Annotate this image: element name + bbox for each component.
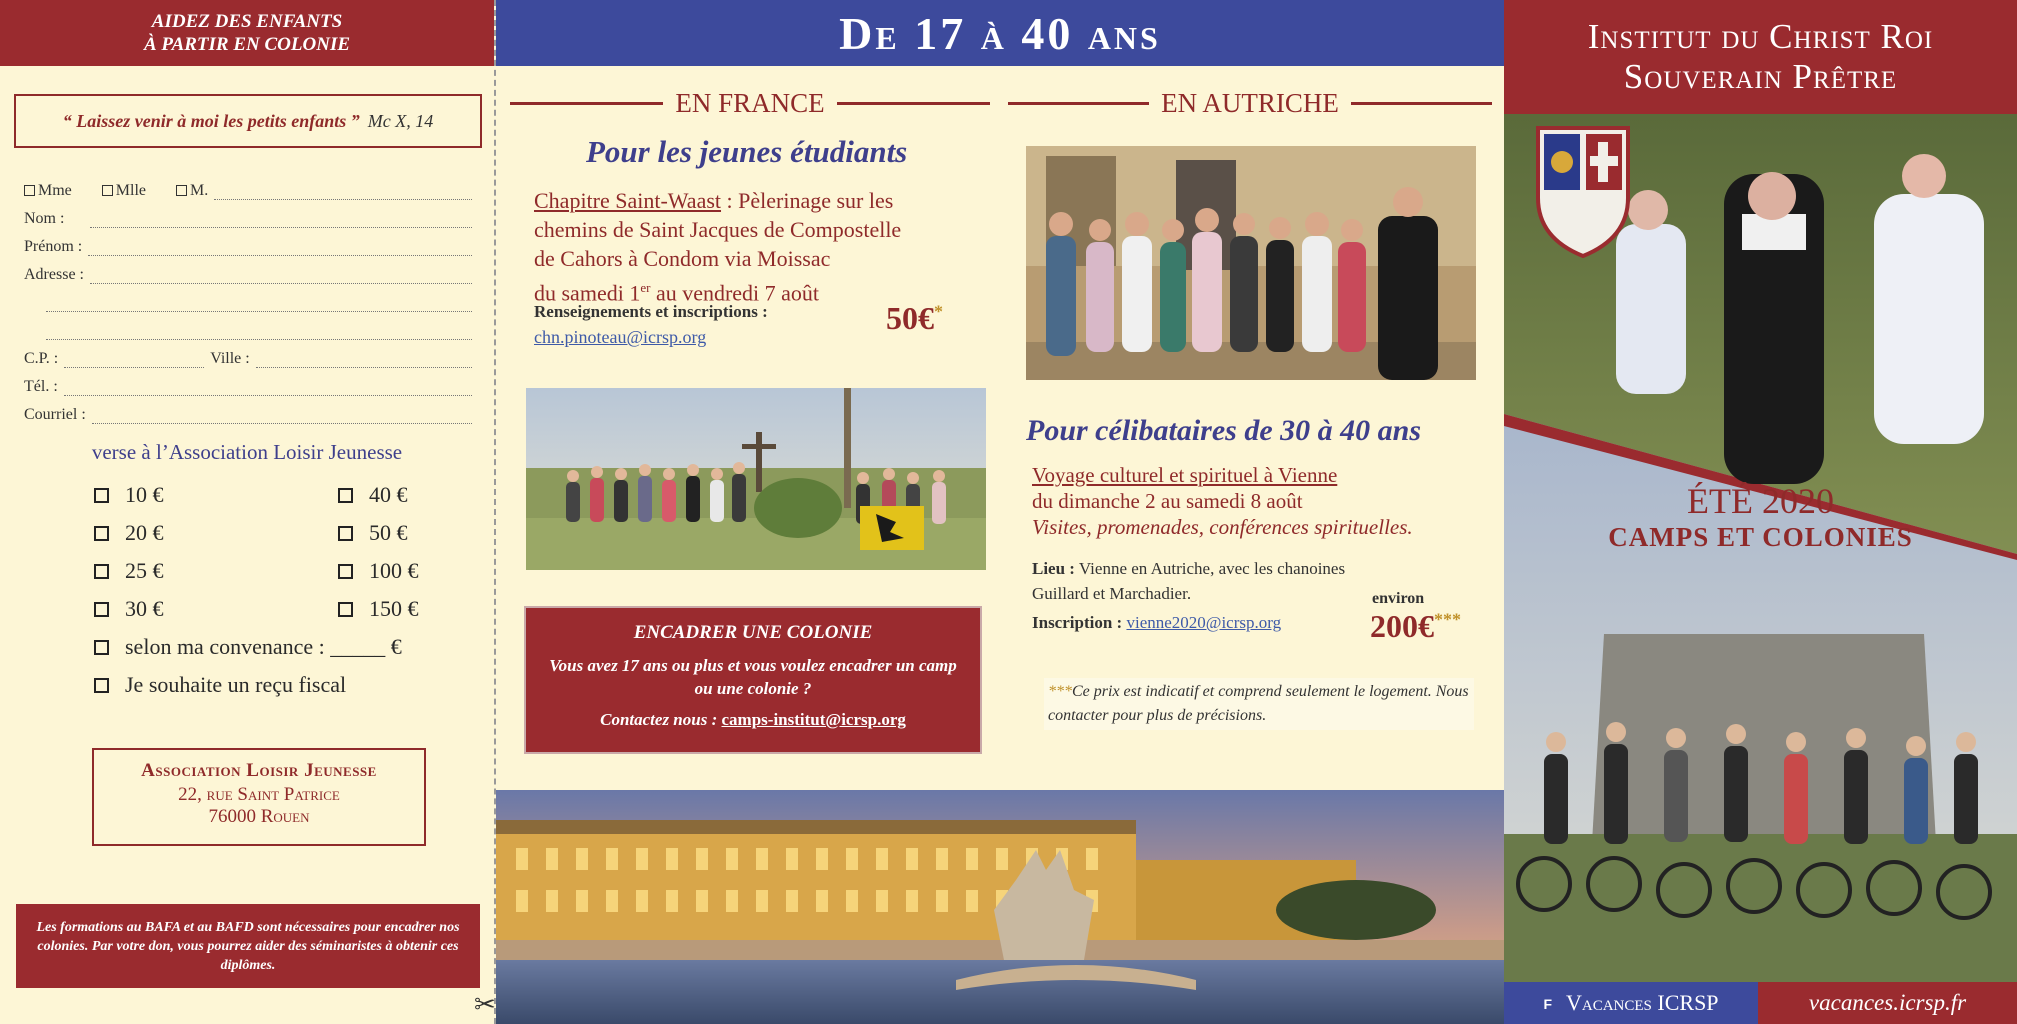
- france-email-link[interactable]: chn.pinoteau@icrsp.org: [534, 327, 707, 347]
- association-name: Association Loisir Jeunesse: [141, 760, 377, 781]
- scissors-icon: ✂: [474, 990, 496, 1019]
- facebook-label: Vacances ICRSP: [1566, 990, 1719, 1015]
- tel-row: [24, 368, 472, 396]
- checkbox-icon: [94, 602, 109, 617]
- nom-row: [24, 200, 472, 228]
- france-event: Chapitre Saint-Waast : Pèlerinage sur les chemins de Saint Jacques de Compostelle de Cahors à Condom via Moissac du samedi 1er au vendredi 7 août: [534, 186, 974, 307]
- adresse-row: [24, 256, 472, 284]
- encadrer-email-link[interactable]: camps-institut@icrsp.org: [721, 710, 906, 729]
- schonbrunn-palace-photo: [496, 790, 1504, 1024]
- summer-title: [1504, 480, 2017, 553]
- nom-label: Nom :: [24, 210, 65, 227]
- trip-dates: du dimanche 2 au samedi 8 août: [1032, 489, 1303, 513]
- association-street: 22, rue Saint Patrice: [178, 784, 340, 805]
- trip-title: Voyage culturel et spirituel à Vienne: [1032, 463, 1338, 487]
- recu-fiscal-option[interactable]: Je souhaite un reçu fiscal: [94, 672, 346, 698]
- bafa-note: Les formations au BAFA et au BAFD sont nécessaires pour encadrer nos colonies. Par votre don, vous pourrez aider des séminaristes à obtenir ces diplômes.: [16, 904, 480, 988]
- divider: [837, 102, 990, 105]
- france-price: 50€*: [886, 300, 943, 336]
- amount-option[interactable]: 40 €: [338, 482, 408, 508]
- encadrer-colonie-box: [524, 606, 982, 754]
- austria-price: 200€***: [1370, 608, 1461, 644]
- checkbox-icon: [94, 640, 109, 655]
- checkbox-icon: [338, 602, 353, 617]
- austria-subtitle: Pour célibataires de 30 à 40 ans: [1026, 414, 1421, 447]
- courriel-field[interactable]: [92, 406, 472, 424]
- courriel-row: [24, 396, 472, 424]
- amount-option[interactable]: 150 €: [338, 596, 419, 622]
- civility-row: [24, 172, 472, 200]
- cover-panel: [1504, 0, 2017, 1024]
- tel-label: Tél. :: [24, 378, 58, 395]
- france-subtitle: Pour les jeunes étudiants: [586, 134, 908, 169]
- amount-option[interactable]: 50 €: [338, 520, 408, 546]
- camps-colonies-label: CAMPS ET COLONIES: [1608, 522, 1913, 552]
- facebook-icon: f: [1543, 991, 1552, 1014]
- price-note: ***Ce prix est indicatif et comprend seulement le logement. Nous contacter pour plus de précisions.: [1044, 678, 1474, 730]
- institute-title-2: Souverain Prêtre: [1623, 57, 1898, 96]
- civility-mme[interactable]: Mme: [24, 182, 72, 200]
- france-section-title: EN FRANCE: [510, 86, 990, 120]
- amount-option[interactable]: 100 €: [338, 558, 419, 584]
- prenom-label: Prénom :: [24, 238, 83, 255]
- austria-section-title: EN AUTRICHE: [1008, 86, 1492, 120]
- adresse-row-2: [24, 284, 472, 312]
- trip-activities: Visites, promenades, conférences spirituelles.: [1032, 515, 1413, 539]
- civility-m[interactable]: M.: [176, 182, 208, 200]
- quote-text: “ Laissez venir à moi les petits enfants ”: [62, 110, 360, 131]
- bible-quote: [14, 94, 482, 148]
- encadrer-contact: Contactez nous : camps-institut@icrsp.org: [600, 710, 906, 729]
- event-name: Chapitre Saint-Waast: [534, 188, 722, 213]
- prenom-row: [24, 228, 472, 256]
- adresse-field[interactable]: [90, 266, 472, 284]
- prenom-field[interactable]: [88, 238, 472, 256]
- cp-field[interactable]: [64, 350, 204, 368]
- ville-label: Ville :: [210, 350, 250, 367]
- adresse-row-3: [24, 312, 472, 340]
- checkbox-icon: [94, 488, 109, 503]
- checkbox-icon: [102, 185, 113, 196]
- austria-group-photo: [1026, 146, 1476, 380]
- donation-header-line2: À PARTIR EN COLONIE: [143, 34, 351, 55]
- environ-label: environ: [1372, 590, 1425, 607]
- verse-text: verse à l’Association Loisir Jeunesse: [91, 440, 403, 464]
- civility-mlle[interactable]: Mlle: [102, 182, 146, 200]
- divider: [1351, 102, 1492, 105]
- summer-year: ÉTÉ 2020: [1687, 481, 1834, 521]
- cover-footer: [1504, 982, 2017, 1024]
- facebook-link[interactable]: [1504, 982, 1758, 1024]
- institute-title-1: Institut du Christ Roi: [1587, 17, 1934, 56]
- adresse-field-3[interactable]: [46, 322, 472, 340]
- checkbox-icon: [338, 564, 353, 579]
- pilgrims-photo: [526, 388, 986, 570]
- donation-header: [0, 0, 494, 66]
- amount-option[interactable]: 20 €: [94, 520, 164, 546]
- amount-option[interactable]: 30 €: [94, 596, 164, 622]
- event-dates: du samedi 1er au vendredi 7 août: [534, 280, 820, 306]
- website-link[interactable]: vacances.icrsp.fr: [1758, 982, 2017, 1024]
- courriel-label: Courriel :: [24, 406, 86, 423]
- quote-reference: Mc X, 14: [367, 110, 434, 131]
- institute-header: [1504, 0, 2017, 114]
- adresse-field-2[interactable]: [46, 294, 472, 312]
- association-city: 76000 Rouen: [208, 806, 310, 827]
- encadrer-title: ENCADRER UNE COLONIE: [633, 622, 873, 643]
- divider: [510, 102, 663, 105]
- age-range-header: De 17 à 40 ans: [496, 0, 1504, 66]
- donation-header-line1: AIDEZ DES ENFANTS: [151, 11, 343, 32]
- austria-details: Lieu : Vienne en Autriche, avec les chanoines Guillard et Marchadier. Inscription : vienne2020@icrsp.org: [1032, 559, 1346, 632]
- checkbox-icon: [94, 526, 109, 541]
- checkbox-icon: [94, 678, 109, 693]
- checkbox-icon: [338, 488, 353, 503]
- ville-field[interactable]: [256, 350, 472, 368]
- austria-email-link[interactable]: vienne2020@icrsp.org: [1126, 613, 1282, 632]
- france-info-label: Renseignements et inscriptions :: [534, 302, 768, 321]
- austria-event: [1032, 462, 1472, 540]
- donation-panel: [0, 0, 496, 1024]
- cp-ville-row: [24, 340, 472, 368]
- adresse-label: Adresse :: [24, 266, 84, 283]
- checkbox-icon: [24, 185, 35, 196]
- amount-option[interactable]: 10 €: [94, 482, 164, 508]
- checkbox-icon: [176, 185, 187, 196]
- amount-convenance[interactable]: selon ma convenance : _____ €: [94, 634, 402, 660]
- civility-line[interactable]: [214, 182, 472, 200]
- nom-field[interactable]: [90, 210, 472, 228]
- checkbox-icon: [94, 564, 109, 579]
- encadrer-text: Vous avez 17 ans ou plus et vous voulez encadrer un camp ou une colonie ?: [549, 656, 957, 698]
- donor-form: [24, 172, 472, 424]
- tel-field[interactable]: [64, 378, 472, 396]
- cp-label: C.P. :: [24, 350, 59, 367]
- divider: [1008, 102, 1149, 105]
- offers-panel: [496, 0, 1504, 1024]
- checkbox-icon: [338, 526, 353, 541]
- association-address: [92, 748, 426, 846]
- amount-option[interactable]: 25 €: [94, 558, 164, 584]
